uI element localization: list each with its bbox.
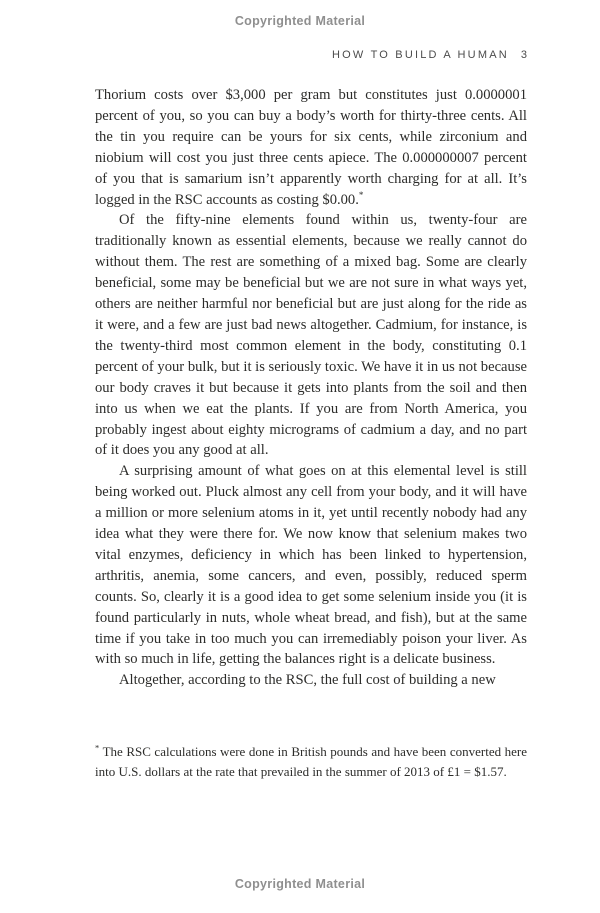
footnote-reference-marker: *	[358, 189, 364, 200]
paragraph-selenium: A surprising amount of what goes on at this elemental level is still being worked out. Pluck almost any cell from your body, and it will have a million or more selenium atoms in it, yet until recently nobody had any idea what they were there for. We now know that selenium makes two vital enzymes, deficiency in which has been linked to hypertension, arthritis, anemia, some cancers, and even, possibly, reduced sperm counts. So, clearly it is a good idea to get some selenium inside you (it is found particularly in nuts, whole wheat bread, and fish), but at the same time if you take in too much you can irremediably poison your liver. As with so much in life, getting the balances right is a delicate business.	[95, 463, 527, 668]
copyright-notice-bottom: Copyrighted Material	[234, 877, 366, 891]
paragraph-essential-elements: Of the fifty-nine elements found within us, twenty-four are traditionally known as essential elements, because we really cannot do without them. The rest are something of a mixed bag. Some are clearly beneficial, some may be beneficial but we are not sure in what ways yet, others are neither harmful nor beneficial but are just along for the ride as it were, and a few are just bad news altogether. Cadmium, for instance, is the twenty-third most common element in the body, constituting 0.1 percent of your bulk, but it is seriously toxic. We have it in us not because our body craves it but because it gets into plants from the soil and then into us when we eat the plants. If you are from North America, you probably ingest about eighty micrograms of cadmium a day, and no part of it does you any good at all.	[95, 212, 527, 459]
footnote-marker: *	[95, 742, 100, 753]
footnote	[95, 742, 527, 783]
footnote-text: The RSC calculations were done in British pounds and have been converted here into U.S. dollars at the rate that prevailed in the summer of 2013 of £1 = $1.57.	[95, 744, 527, 780]
page-body-text	[95, 85, 527, 691]
footnote-paragraph	[95, 742, 527, 783]
running-title: HOW TO BUILD A HUMAN	[332, 49, 509, 61]
page-number: 3	[520, 49, 527, 61]
page-header	[95, 49, 527, 61]
paragraph-text: Thorium costs over $3,000 per gram but constitutes just 0.0000001 percent of you, so you can buy a body’s worth for thirty-three cents. All the tin you require can be yours for six cents, while zirconium and niobium will cost you just three cents apiece. The 0.000000007 percent of you that is samarium isn’t apparently worth charging for at all. It’s logged in the RSC accounts as costing $0.00.	[95, 87, 527, 208]
paragraph-altogether: Altogether, according to the RSC, the full cost of building a new	[119, 672, 496, 689]
copyright-notice-top: Copyrighted Material	[234, 14, 366, 28]
paragraph-thorium-costs	[95, 85, 527, 210]
